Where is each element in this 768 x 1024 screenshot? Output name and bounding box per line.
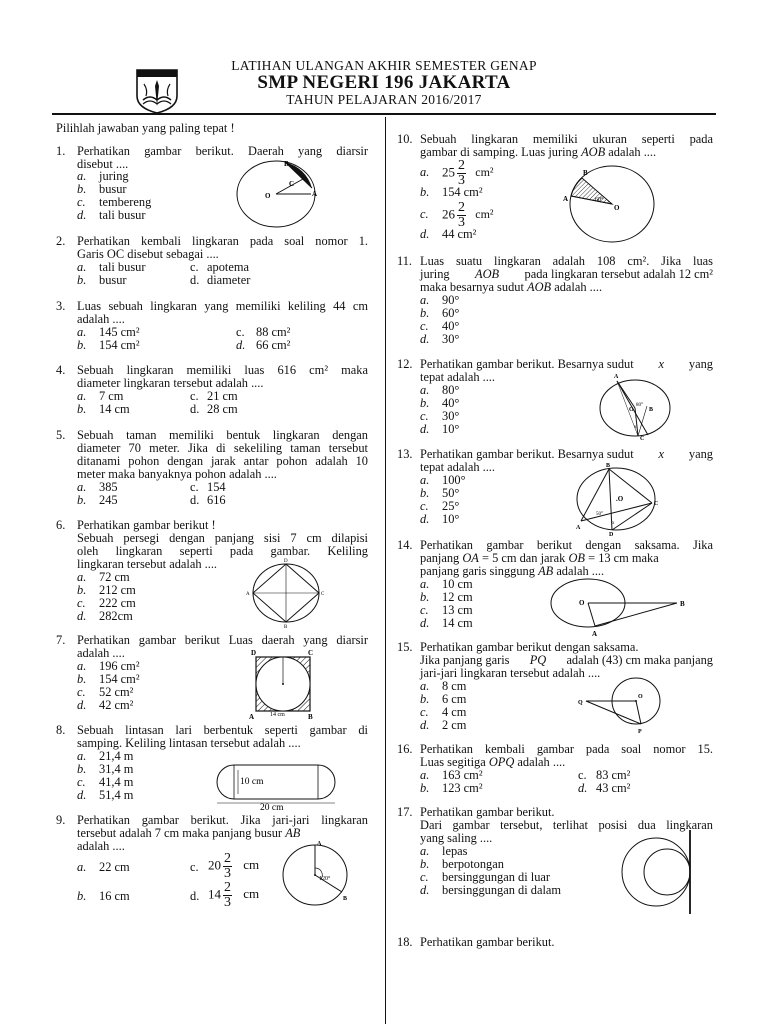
svg-text:O: O xyxy=(614,204,620,212)
svg-text:O: O xyxy=(579,599,585,607)
svg-text:C: C xyxy=(308,649,314,657)
option-a[interactable]: 10 cm xyxy=(442,577,473,591)
option-d[interactable]: 14 $\frac{2}{3}$ cm xyxy=(208,880,260,910)
q14-tangent-figure xyxy=(550,577,696,639)
svg-text:B: B xyxy=(343,896,348,902)
svg-text:14 cm: 14 cm xyxy=(270,712,285,718)
svg-text:A: A xyxy=(246,592,250,597)
option-d[interactable]: 43 cm² xyxy=(596,781,631,795)
option-b[interactable]: busur xyxy=(99,182,127,196)
option-c[interactable]: 40° xyxy=(442,319,460,333)
option-b[interactable]: 14 cm xyxy=(99,402,130,416)
option-d[interactable]: 42 cm² xyxy=(99,698,134,712)
column-divider xyxy=(385,117,386,1024)
q17-two-circles-figure xyxy=(618,828,700,916)
option-b[interactable]: 16 cm xyxy=(99,889,130,903)
svg-text:Q: Q xyxy=(578,700,583,706)
option-a[interactable]: 7 cm xyxy=(99,389,124,403)
option-d[interactable]: 616 xyxy=(207,493,226,507)
option-b[interactable]: 154 cm² xyxy=(99,672,140,686)
svg-text:B: B xyxy=(583,169,588,177)
option-d[interactable]: 2 cm xyxy=(442,718,467,732)
option-b[interactable]: 123 cm² xyxy=(442,781,483,795)
svg-text:B: B xyxy=(308,713,313,721)
option-d[interactable]: 51,4 m xyxy=(99,788,134,802)
option-a[interactable]: 163 cm² xyxy=(442,768,483,782)
option-a[interactable]: 90° xyxy=(442,293,460,307)
option-b[interactable]: 212 cm xyxy=(99,583,136,597)
svg-text:50°: 50° xyxy=(596,512,603,517)
option-a[interactable]: 8 cm xyxy=(442,679,467,693)
option-a[interactable]: 21,4 m xyxy=(99,749,134,763)
option-b[interactable]: 6 cm xyxy=(442,692,467,706)
option-b[interactable]: busur xyxy=(99,273,127,287)
option-c[interactable]: apotema xyxy=(207,260,249,274)
option-d[interactable]: 66 cm² xyxy=(256,338,291,352)
option-d[interactable]: 282cm xyxy=(99,609,133,623)
svg-text:A: A xyxy=(592,630,598,638)
svg-text:20 cm: 20 cm xyxy=(260,803,284,813)
option-a[interactable]: 80° xyxy=(442,383,460,397)
option-a[interactable]: lepas xyxy=(442,844,468,858)
option-d[interactable]: 44 cm² xyxy=(442,227,477,241)
option-a[interactable]: juring xyxy=(99,169,129,183)
option-b[interactable]: 31,4 m xyxy=(99,762,134,776)
option-b[interactable]: 60° xyxy=(442,306,460,320)
option-a[interactable]: 145 cm² xyxy=(99,325,140,339)
svg-text:B: B xyxy=(649,407,654,413)
option-c[interactable]: 88 cm² xyxy=(256,325,291,339)
option-d[interactable]: 10° xyxy=(442,422,460,436)
option-d[interactable]: 10° xyxy=(442,512,460,526)
svg-text:O: O xyxy=(629,407,634,413)
svg-text:C: C xyxy=(654,501,659,507)
option-a[interactable]: tali busur xyxy=(99,260,146,274)
option-d[interactable]: diameter xyxy=(207,273,251,287)
svg-text:P: P xyxy=(638,729,642,735)
svg-text:C: C xyxy=(289,180,295,188)
instruction-text: Pilihlah jawaban yang paling tepat ! xyxy=(56,121,235,135)
svg-text:B: B xyxy=(606,463,611,469)
svg-text:.O: .O xyxy=(616,495,624,503)
header-rule xyxy=(52,113,716,115)
q6-square-in-circle-figure xyxy=(246,560,326,628)
option-a[interactable]: 196 cm² xyxy=(99,659,140,673)
svg-text:C: C xyxy=(321,592,325,597)
option-c[interactable]: 4 cm xyxy=(442,705,467,719)
option-a[interactable]: 22 cm xyxy=(99,860,130,874)
svg-text:A: A xyxy=(312,190,318,198)
svg-text:A: A xyxy=(614,374,619,380)
option-b[interactable]: 40° xyxy=(442,396,460,410)
svg-text:10 cm: 10 cm xyxy=(240,777,264,787)
svg-text:80°: 80° xyxy=(636,403,643,408)
school-name: SMP NEGERI 196 JAKARTA xyxy=(257,72,511,93)
academic-year: TAHUN PELAJARAN 2016/2017 xyxy=(286,92,482,107)
option-a[interactable]: 25 $\frac{2}{3}$ cm² xyxy=(442,158,494,188)
svg-text:60°: 60° xyxy=(595,197,604,203)
option-c[interactable]: 222 cm xyxy=(99,596,136,610)
option-c[interactable]: 154 xyxy=(207,480,226,494)
option-d[interactable]: bersinggungan di dalam xyxy=(442,883,562,897)
option-c[interactable]: 41,4 m xyxy=(99,775,134,789)
svg-text:D: D xyxy=(609,532,614,538)
q10-sector-figure xyxy=(562,163,658,245)
q1-circle-figure xyxy=(232,158,322,230)
svg-text:C: C xyxy=(640,436,645,442)
option-d[interactable]: 30° xyxy=(442,332,460,346)
option-b[interactable]: 50° xyxy=(442,486,460,500)
option-b[interactable]: 154 cm² xyxy=(442,185,483,199)
svg-text:120°: 120° xyxy=(319,876,331,882)
option-c[interactable]: 20 $\frac{2}{3}$ cm xyxy=(208,851,260,881)
svg-text:B: B xyxy=(284,625,288,630)
option-c[interactable]: bersinggungan di luar xyxy=(442,870,551,884)
q13-cyclic-figure xyxy=(572,463,664,538)
option-c[interactable]: 30° xyxy=(442,409,460,423)
page-header xyxy=(0,0,768,118)
option-a[interactable]: 72 cm xyxy=(99,570,130,584)
option-a[interactable]: 100° xyxy=(442,473,466,487)
svg-text:D: D xyxy=(284,559,288,564)
q8-running-track-figure xyxy=(214,762,340,813)
option-d[interactable]: 14 cm xyxy=(442,616,473,630)
option-b[interactable]: 245 xyxy=(99,493,118,507)
svg-text:A: A xyxy=(576,525,581,531)
q9-central-angle-figure xyxy=(282,842,356,908)
option-b[interactable]: 154 cm² xyxy=(99,338,140,352)
option-b[interactable]: berpotongan xyxy=(442,857,504,871)
option-d[interactable]: 28 cm xyxy=(207,402,238,416)
svg-text:O: O xyxy=(265,192,271,200)
svg-text:D: D xyxy=(251,649,257,657)
svg-text:A: A xyxy=(249,713,255,721)
option-b[interactable]: 12 cm xyxy=(442,590,473,604)
svg-text:B: B xyxy=(284,160,289,168)
svg-text:x: x xyxy=(634,425,637,430)
q7-circle-in-square-figure xyxy=(248,647,320,722)
svg-text:O: O xyxy=(638,694,643,700)
exam-title: LATIHAN ULANGAN AKHIR SEMESTER GENAP xyxy=(231,58,537,73)
option-c[interactable]: 52 cm² xyxy=(99,685,134,699)
svg-text:x: x xyxy=(612,521,615,526)
option-d[interactable]: tali busur xyxy=(99,208,146,222)
option-c[interactable]: 25° xyxy=(442,499,460,513)
svg-text:B: B xyxy=(680,600,685,608)
option-c[interactable]: 13 cm xyxy=(442,603,473,617)
option-c[interactable]: 83 cm² xyxy=(596,768,631,782)
svg-text:A: A xyxy=(317,841,322,847)
q12-inscribed-angle-figure xyxy=(598,370,688,440)
q15-tangent-figure xyxy=(578,676,664,734)
option-c[interactable]: tembereng xyxy=(99,195,152,209)
option-a[interactable]: 385 xyxy=(99,480,118,494)
option-c[interactable]: 21 cm xyxy=(207,389,238,403)
option-c[interactable]: 26 $\frac{2}{3}$ cm² xyxy=(442,200,494,230)
svg-text:A: A xyxy=(563,195,569,203)
